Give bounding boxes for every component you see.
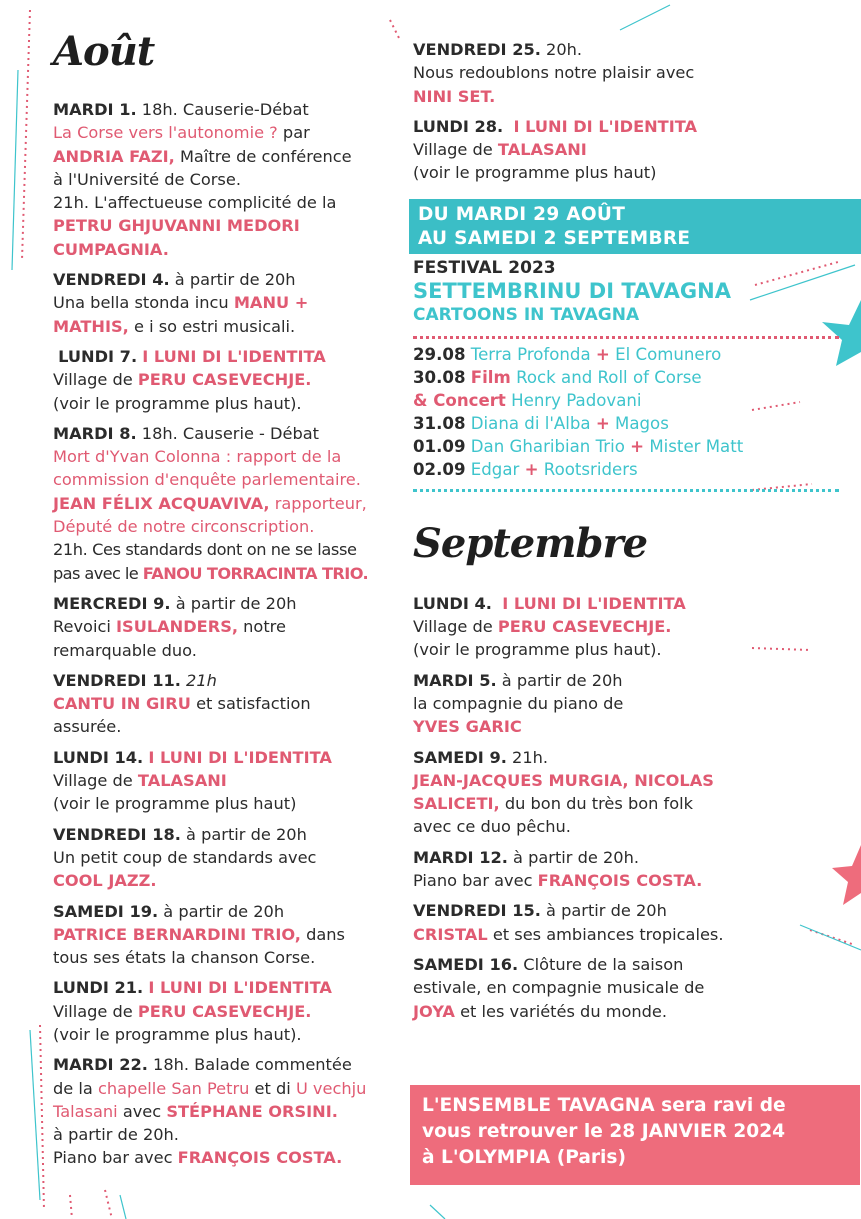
event-artist: ANDRIA FAZI, [53,146,175,166]
event-time: à partir de 20h [186,824,307,844]
event-artist: CRISTAL [413,924,488,944]
lineup-label: Film [470,367,511,387]
lineup-date: 29.08 [413,344,466,364]
event-text: (voir le programme plus haut) [53,794,297,814]
event-day: VENDREDI 4. [53,270,170,290]
event-mardi-8 [53,422,398,585]
event-topic: La Corse vers l'autonomie ? [53,123,278,143]
event-artist: PATRICE BERNARDINI TRIO, [53,924,301,944]
event-artist: MATHIS, [53,316,129,336]
event-day: MARDI 12. [413,847,508,867]
event-topic: commission d'enquête parlementaire. [53,470,361,490]
lineup-artist: Diana di l'Alba [470,413,591,433]
event-place: TALASANI [497,140,587,160]
event-artist: FANOU TORRACINTA TRIO. [142,563,369,583]
announcement-line: à L'OLYMPIA (Paris) [422,1147,626,1168]
event-text: pas avec le [53,563,139,583]
lineup-date: 31.08 [413,413,466,433]
event-text: Revoici [53,617,111,637]
event-time: à partir de 20h [174,270,296,290]
event-place: PERU CASEVECHJE. [497,617,672,637]
event-time: 21h. [512,747,549,767]
event-place: PERU CASEVECHJE. [137,1001,312,1021]
plus-sign: + [524,459,539,479]
dotted-divider [413,483,839,492]
lineup-date: 30.08 [413,367,466,387]
event-text: Député de notre circonscription. [53,517,315,537]
event-text: Nous redoublons notre plaisir avec [413,63,695,83]
event-lundi-4 [413,592,853,662]
event-text: Village de [413,140,493,160]
event-day: LUNDI 7. [58,346,138,366]
event-place: PERU CASEVECHJE. [137,370,312,390]
banner-line: DU MARDI 29 AOÛT [418,203,626,225]
event-vendredi-11 [53,669,398,739]
event-text: avec ce duo pêchu. [413,817,571,837]
event-artist: PETRU GHJUVANNI MEDORI [53,216,300,236]
lineup-artist: Rootsriders [543,459,638,479]
event-time: 21h [186,670,217,690]
event-topic: Mort d'Yvan Colonna : rapport de la [53,447,342,467]
event-mercredi-9 [53,592,398,662]
event-lundi-7 [53,345,398,415]
event-text: notre [243,617,286,637]
event-place: U vechju [295,1078,367,1098]
festival-dates-banner [409,199,861,254]
event-text: et les variétés du monde. [460,1001,668,1021]
event-text: (voir le programme plus haut). [53,393,302,413]
event-time: à partir de 20h [175,593,297,613]
event-text: Piano bar avec [413,871,533,891]
olympia-announcement [410,1085,860,1185]
august-column [53,28,398,1177]
event-artist: CUMPAGNIA. [53,239,169,259]
lineup-artist: El Comunero [615,344,722,364]
event-artist: CANTU IN GIRU [53,694,191,714]
event-day: SAMEDI 9. [413,747,507,767]
event-day: VENDREDI 15. [413,901,541,921]
lineup-row [413,366,853,389]
event-text: Piano bar avec [53,1148,173,1168]
event-artist: YVES GARIC [413,717,522,737]
event-text: du bon du très bon folk [504,794,694,814]
month-title-aout: Août [53,28,155,75]
event-time: 18h. Causerie-Débat [141,100,309,119]
event-time: Clôture de la saison [523,954,684,974]
event-title: I LUNI DI L'IDENTITA [142,346,326,366]
event-artist: FRANÇOIS COSTA. [537,871,703,891]
event-text: de la [53,1078,93,1098]
lineup-row [413,389,853,412]
event-time: à partir de 20h [546,901,667,921]
event-vendredi-25 [413,38,853,108]
lineup-row [413,343,853,366]
event-place: chapelle San Petru [97,1078,250,1098]
festival-label: FESTIVAL 2023 [413,257,556,278]
event-text: et satisfaction [196,694,311,714]
event-lundi-14 [53,746,398,816]
lineup-artist: Magos [615,413,669,433]
event-text: et ses ambiances tropicales. [492,924,724,944]
event-place: Talasani [53,1101,118,1121]
event-title: I LUNI DI L'IDENTITA [148,978,332,998]
event-text: à partir de 20h. [53,1125,179,1145]
event-time: 18h. Causerie - Débat [141,423,319,443]
event-place: TALASANI [137,771,227,791]
event-time: à partir de 20h [501,670,623,690]
lineup-row [413,458,853,481]
event-vendredi-15 [413,899,853,946]
plus-sign: + [595,413,610,433]
event-day: VENDREDI 25. [413,40,541,59]
lineup-row [413,435,853,458]
event-text: Un petit coup de standards avec [53,847,317,867]
event-text: dans [306,924,345,944]
event-title: I LUNI DI L'IDENTITA [513,116,698,136]
event-samedi-9 [413,746,853,839]
event-text: Village de [53,771,133,791]
lineup-artist: Terra Profonda [470,344,591,364]
month-title-septembre: Septembre [413,519,648,567]
event-lundi-21 [53,976,398,1046]
event-mardi-22 [53,1053,398,1169]
event-text: Una bella stonda incu [53,293,229,313]
event-text: (voir le programme plus haut). [53,1024,302,1044]
event-day: LUNDI 21. [53,978,144,998]
event-time: à partir de 20h [163,901,285,921]
lineup-artist: Henry Padovani [511,390,642,410]
event-day: VENDREDI 18. [53,824,181,844]
event-text: Village de [53,370,133,390]
event-day: MARDI 8. [53,423,137,443]
event-text: (voir le programme plus haut) [413,163,657,183]
event-text: Village de [53,1001,133,1021]
event-text: (voir le programme plus haut). [413,640,662,660]
event-day: MARDI 1. [53,100,137,119]
event-artist: COOL JAZZ. [53,871,157,891]
event-text: 21h. Ces standards dont on ne se lasse [53,540,357,560]
event-day: VENDREDI 11. [53,670,181,690]
event-day: SAMEDI 16. [413,954,519,974]
event-vendredi-4 [53,268,398,338]
festival-name: SETTEMBRINU DI TAVAGNA [413,278,731,303]
event-artist: NINI SET. [413,86,496,106]
festival-lineup [413,343,853,481]
event-text: à l'Université de Corse. [53,169,241,189]
event-title: I LUNI DI L'IDENTITA [502,593,686,613]
event-text: par [282,123,310,143]
event-text: Maître de conférence [179,146,352,166]
festival-subtitle: CARTOONS IN TAVAGNA [413,304,640,325]
lineup-label: & Concert [413,390,506,410]
event-text: et di [254,1078,291,1098]
lineup-artist: Dan Gharibian Trio [470,436,625,456]
event-artist: STÉPHANE ORSINI. [166,1101,338,1121]
event-day: LUNDI 28. [413,116,504,136]
banner-line: AU SAMEDI 2 SEPTEMBRE [418,227,691,249]
event-artist: SALICETI, [413,794,500,814]
event-time: à partir de 20h. [513,847,639,867]
event-artist: JEAN FÉLIX ACQUAVIVA, [53,493,270,513]
announcement-line: vous retrouver le 28 JANVIER 2024 [422,1121,786,1142]
announcement-line: L'ENSEMBLE TAVAGNA sera ravi de [422,1095,786,1116]
event-text: assurée. [53,717,122,737]
event-title: I LUNI DI L'IDENTITA [148,747,332,767]
event-day: MARDI 5. [413,670,497,690]
lineup-artist: Mister Matt [649,436,744,456]
event-day: SAMEDI 19. [53,901,159,921]
event-mardi-5 [413,669,853,739]
event-text: remarquable duo. [53,640,197,660]
event-samedi-16 [413,953,853,1023]
lineup-artist: Rock and Roll of Corse [516,367,702,387]
event-artist: ISULANDERS, [116,617,238,637]
event-time: 20h. [546,40,583,59]
plus-sign: + [630,436,645,456]
event-day: MERCREDI 9. [53,593,171,613]
event-artist: MANU + [233,293,309,313]
lineup-date: 02.09 [413,459,466,479]
event-vendredi-18 [53,823,398,893]
event-text: avec [122,1101,162,1121]
plus-sign: + [595,344,610,364]
event-text: tous ses états la chanson Corse. [53,948,316,968]
dotted-divider [413,328,839,339]
event-time: 18h. Balade commentée [153,1055,352,1075]
event-artist: FRANÇOIS COSTA. [177,1148,343,1168]
event-text: estivale, en compagnie musicale de [413,978,705,998]
event-artist: JEAN-JACQUES MURGIA, NICOLAS [413,770,714,790]
event-text: Village de [413,617,493,637]
event-text: la compagnie du piano de [413,693,624,713]
event-text: e i so estri musicali. [133,316,296,336]
lineup-date: 01.09 [413,436,466,456]
lineup-row [413,412,853,435]
event-artist: JOYA [413,1001,455,1021]
event-day: MARDI 22. [53,1055,148,1075]
event-samedi-19 [53,900,398,970]
right-column [413,38,853,1030]
lineup-artist: Edgar [470,459,520,479]
event-lundi-28 [413,115,853,185]
event-day: LUNDI 4. [413,593,492,613]
event-mardi-1 [53,98,398,261]
event-day: LUNDI 14. [53,747,144,767]
event-mardi-12 [413,846,853,893]
event-text: rapporteur, [274,493,367,513]
event-text: 21h. L'affectueuse complicité de la [53,193,337,213]
